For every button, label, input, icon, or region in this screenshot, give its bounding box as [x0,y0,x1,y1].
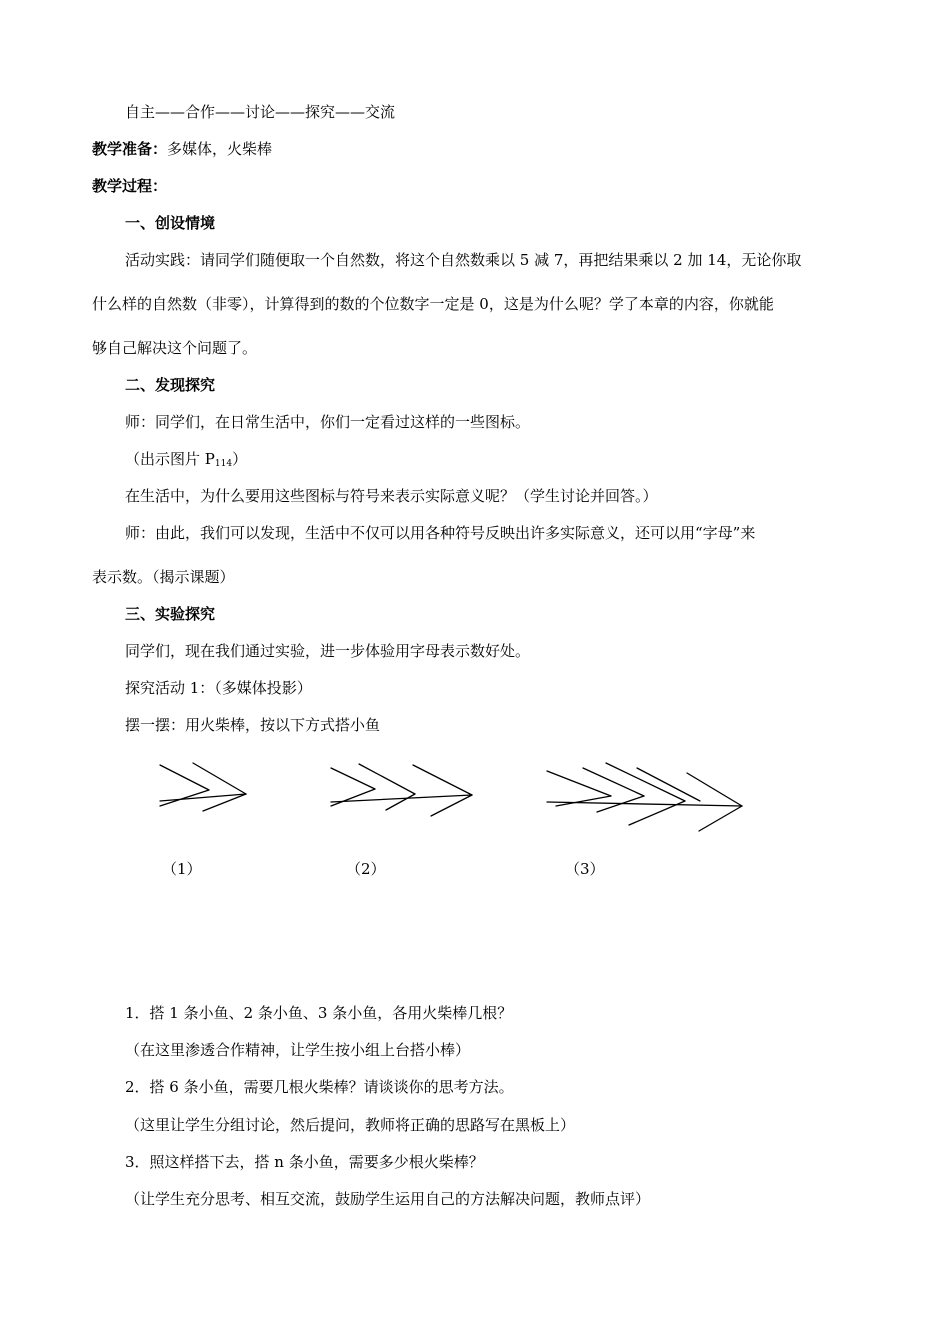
question-1: 1．搭 1 条小鱼、2 条小鱼、3 条小鱼，各用火柴棒几根？ [125,1004,513,1022]
s2-paragraph-1: 师：同学们，在日常生活中，你们一定看过这样的一些图标。 [125,413,531,431]
prep-label: 教学准备： [92,140,168,158]
fish-figure-1 [160,763,246,811]
s2-p2-sub: 114 [214,459,233,469]
s2-p2-pre: （出示图片 P [125,450,215,468]
prep-text: 多媒体，火柴棒 [167,140,273,158]
s3-paragraph-1: 同学们，现在我们通过实验，进一步体验用字母表示数好处。 [125,642,531,660]
question-1-note: （在这里渗透合作精神，让学生按小组上台搭小棒） [125,1041,471,1059]
s1-paragraph-line-3: 够自己解决这个问题了。 [92,339,258,357]
s3-paragraph-3: 摆一摆：用火柴棒，按以下方式搭小鱼 [125,716,381,734]
figure-caption-3: （3） [565,860,605,878]
intro-line: 自主——合作——讨论——探究——交流 [125,103,396,121]
s2-paragraph-4-line-1: 师：由此，我们可以发现，生活中不仅可以用各种符号反映出许多实际意义，还可以用“字母”来 [125,524,756,542]
question-2: 2．搭 6 条小鱼，需要几根火柴棒？请谈谈你的思考方法。 [125,1078,514,1096]
s3-paragraph-2: 探究活动 1：（多媒体投影） [125,679,312,697]
fish-figure-2 [331,764,472,816]
s1-paragraph-line-1: 活动实践：请同学们随便取一个自然数，将这个自然数乘以 5 减 7，再把结果乘以 2 加 14，无论你取 [125,251,802,269]
s1-paragraph-line-2: 什么样的自然数（非零），计算得到的数的个位数字一定是 0，这是为什么呢？学了本章的内容，你就能 [92,295,774,313]
process-label: 教学过程： [92,177,168,195]
figure-caption-2: （2） [346,860,386,878]
question-3: 3．照这样搭下去，搭 n 条小鱼，需要多少根火柴棒？ [125,1153,484,1171]
section-3-heading: 三、实验探究 [125,605,216,623]
section-2-heading: 二、发现探究 [125,376,216,394]
s2-p2-post: ） [232,450,248,468]
section-1-heading: 一、创设情境 [125,214,216,232]
question-2-note: （这里让学生分组讨论，然后提问，教师将正确的思路写在黑板上） [125,1116,576,1134]
figure-caption-1: （1） [162,860,202,878]
s2-paragraph-3: 在生活中，为什么要用这些图标与符号来表示实际意义呢？（学生讨论并回答。） [125,487,658,505]
s2-paragraph-4-line-2: 表示数。（揭示课题） [92,568,235,586]
question-3-note: （让学生充分思考、相互交流，鼓励学生运用自己的方法解决问题，教师点评） [125,1190,651,1208]
fish-figure-3 [547,763,742,831]
